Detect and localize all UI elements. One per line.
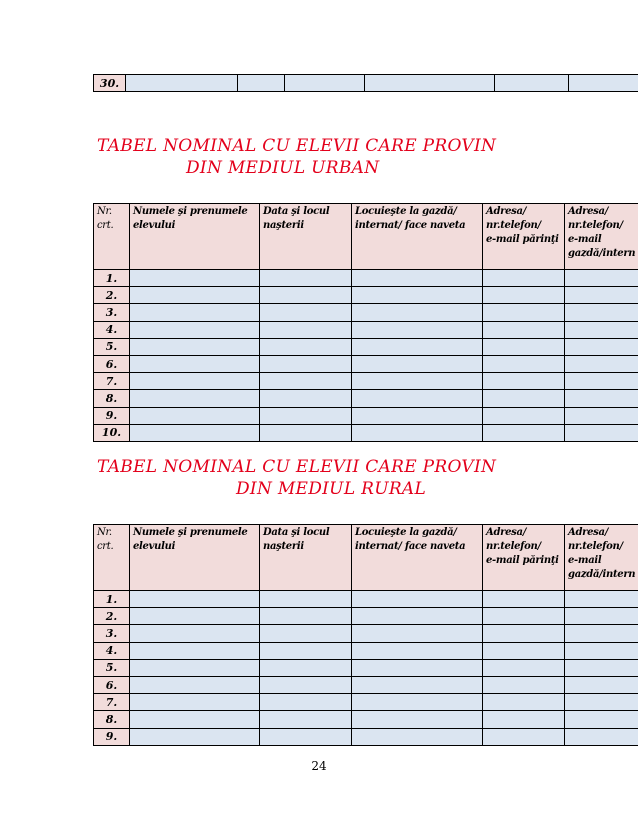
table-cell[interactable] [565,304,638,321]
table-cell[interactable] [569,75,638,92]
table-cell[interactable] [260,338,352,355]
table-cell[interactable] [260,390,352,407]
row-number: 9. [94,728,130,745]
table-cell[interactable] [352,676,483,693]
table-row [94,304,638,321]
urban-table-title: TABEL NOMINAL CU ELEVII CARE PROVIN DIN MEDIUL URBAN [97,136,497,178]
table-cell[interactable] [352,608,483,625]
table-row [94,625,638,642]
header-birth: Data şi locul naşterii [260,204,352,270]
rural-students-table [93,524,638,746]
table-cell[interactable] [130,659,260,676]
table-cell[interactable] [483,321,565,338]
table-cell[interactable] [352,407,483,424]
table-cell[interactable] [565,591,638,608]
table-cell[interactable] [260,321,352,338]
table-row [94,608,638,625]
row-number: 2. [94,287,130,304]
table-cell[interactable] [352,287,483,304]
table-cell[interactable] [483,711,565,728]
table-cell[interactable] [352,659,483,676]
table-row [94,424,638,441]
table-cell[interactable] [130,424,260,441]
table-cell[interactable] [130,676,260,693]
header-nr: Nr. crt. [94,525,130,591]
row-number: 4. [94,642,130,659]
table-cell[interactable] [130,407,260,424]
table-cell[interactable] [130,625,260,642]
table-cell[interactable] [130,728,260,745]
table-cell[interactable] [260,407,352,424]
table-cell[interactable] [483,659,565,676]
table-cell[interactable] [483,676,565,693]
table-cell[interactable] [483,373,565,390]
table-cell[interactable] [483,625,565,642]
table-cell[interactable] [565,728,638,745]
row-number: 6. [94,676,130,693]
row-number: 4. [94,321,130,338]
table-cell[interactable] [483,407,565,424]
table-cell[interactable] [565,642,638,659]
table-cell[interactable] [565,676,638,693]
table-row [94,390,638,407]
table-cell[interactable] [365,75,495,92]
table-cell[interactable] [238,75,285,92]
table-cell[interactable] [260,355,352,372]
table-cell[interactable] [260,270,352,287]
row-number: 8. [94,390,130,407]
table-cell[interactable] [483,304,565,321]
row-number: 6. [94,355,130,372]
table-cell[interactable] [130,642,260,659]
table-row [94,711,638,728]
table-cell[interactable] [260,591,352,608]
header-address-parents: Adresa/ nr.telefon/ e-mail părinţi [483,204,565,270]
table-cell[interactable] [483,338,565,355]
table-cell[interactable] [352,338,483,355]
table-cell[interactable] [260,659,352,676]
table-cell[interactable] [565,659,638,676]
table-cell[interactable] [495,75,569,92]
table-cell[interactable] [260,694,352,711]
header-birth: Data şi locul naşterii [260,525,352,591]
table-cell[interactable] [130,304,260,321]
table-row [94,321,638,338]
table-row [94,676,638,693]
table-cell[interactable] [565,694,638,711]
table-row [94,694,638,711]
table-cell[interactable] [260,728,352,745]
table-row [94,338,638,355]
table-cell[interactable] [126,75,238,92]
table-cell[interactable] [352,321,483,338]
table-cell[interactable] [352,355,483,372]
table-cell[interactable] [260,711,352,728]
table-cell[interactable] [352,373,483,390]
row-number: 3. [94,304,130,321]
table-cell[interactable] [565,608,638,625]
row-number: 7. [94,694,130,711]
table-cell[interactable] [130,608,260,625]
table-cell[interactable] [130,321,260,338]
table-cell[interactable] [260,608,352,625]
table-cell[interactable] [483,608,565,625]
table-cell[interactable] [285,75,365,92]
table-cell[interactable] [483,424,565,441]
table-row [94,407,638,424]
row-number: 8. [94,711,130,728]
table-cell[interactable] [130,711,260,728]
table-cell[interactable] [565,424,638,441]
row-number: 1. [94,270,130,287]
table-row [94,373,638,390]
rural-table-title: TABEL NOMINAL CU ELEVII CARE PROVIN DIN MEDIUL RURAL [97,457,497,499]
table-cell[interactable] [352,390,483,407]
header-name: Numele şi prenumele elevului [130,204,260,270]
table-cell[interactable] [352,728,483,745]
header-nr: Nr. crt. [94,204,130,270]
table-cell[interactable] [565,270,638,287]
table-cell[interactable] [130,390,260,407]
table-cell[interactable] [130,338,260,355]
table-cell[interactable] [260,424,352,441]
table-cell[interactable] [260,287,352,304]
header-lodging: Locuieşte la gazdă/ internat/ face naveta [352,525,483,591]
table-cell[interactable] [352,304,483,321]
table-cell[interactable] [352,625,483,642]
table-cell[interactable] [352,270,483,287]
row-number: 1. [94,591,130,608]
row-number: 7. [94,373,130,390]
table-cell[interactable] [483,694,565,711]
table-row [94,270,638,287]
table-cell[interactable] [130,287,260,304]
table-cell[interactable] [130,270,260,287]
table-row [94,659,638,676]
table-cell[interactable] [565,338,638,355]
row-number: 5. [94,338,130,355]
table-cell[interactable] [483,591,565,608]
row-number: 2. [94,608,130,625]
table-cell[interactable] [565,321,638,338]
table-row [94,642,638,659]
table-cell[interactable] [352,694,483,711]
row-number: 30. [94,75,126,92]
table-row [94,728,638,745]
header-lodging: Locuieşte la gazdă/ internat/ face naveta [352,204,483,270]
table-cell[interactable] [483,728,565,745]
table-cell[interactable] [260,625,352,642]
header-row [94,204,638,270]
header-row [94,525,638,591]
header-address-parents: Adresa/ nr.telefon/ e-mail părinţi [483,525,565,591]
table-cell[interactable] [565,355,638,372]
header-address-host: Adresa/ nr.telefon/ e-mail gazdă/intern [565,525,638,591]
table-cell[interactable] [565,287,638,304]
table-cell[interactable] [565,390,638,407]
table-cell[interactable] [565,407,638,424]
row-number: 5. [94,659,130,676]
row-number: 3. [94,625,130,642]
table-cell[interactable] [565,625,638,642]
table-cell[interactable] [352,711,483,728]
row-number: 10. [94,424,130,441]
top-row-table [93,74,638,92]
table-cell[interactable] [483,355,565,372]
table-cell[interactable] [130,591,260,608]
table-cell[interactable] [260,676,352,693]
page-number: 24 [311,759,327,773]
table-row [94,591,638,608]
header-name: Numele şi prenumele elevului [130,525,260,591]
table-cell[interactable] [483,390,565,407]
table-cell[interactable] [565,373,638,390]
table-cell[interactable] [483,287,565,304]
table-cell[interactable] [260,304,352,321]
urban-students-table [93,203,638,442]
table-row [94,355,638,372]
table-cell[interactable] [483,270,565,287]
table-cell[interactable] [130,355,260,372]
table-cell[interactable] [130,694,260,711]
header-address-host: Adresa/ nr.telefon/ e-mail gazdă/intern [565,204,638,270]
table-cell[interactable] [260,642,352,659]
table-cell[interactable] [352,424,483,441]
row-number: 9. [94,407,130,424]
table-cell[interactable] [260,373,352,390]
table-cell[interactable] [352,591,483,608]
table-row [94,287,638,304]
table-cell[interactable] [352,642,483,659]
table-cell[interactable] [130,373,260,390]
table-cell[interactable] [483,642,565,659]
table-cell[interactable] [565,711,638,728]
